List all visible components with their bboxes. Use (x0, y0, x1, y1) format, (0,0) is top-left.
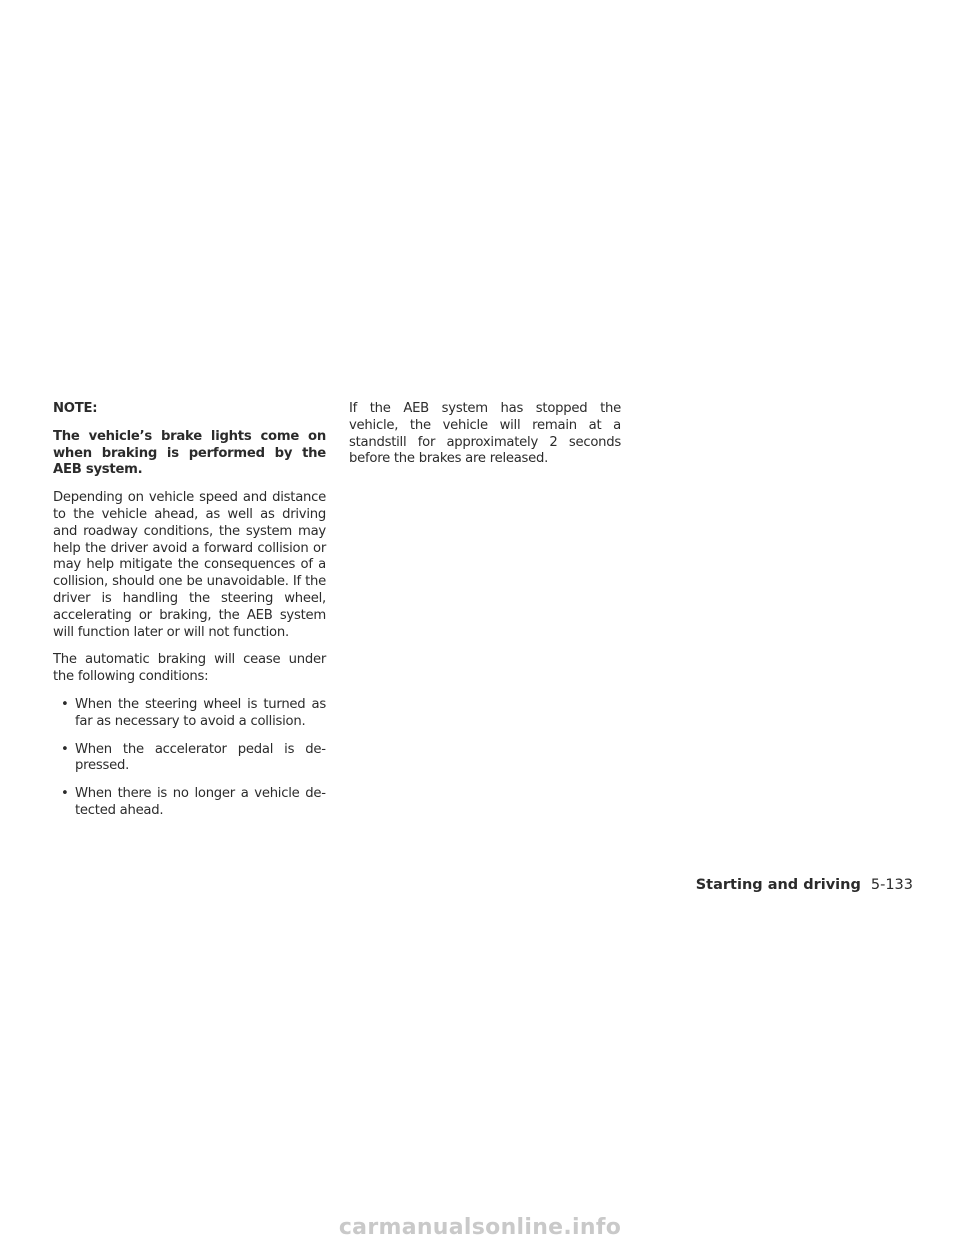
body-paragraph-conditions-intro: The automatic braking will cease under the following conditions: (53, 652, 326, 685)
page-footer (696, 877, 913, 893)
page-number: 5-133 (870, 877, 913, 893)
section-title: Starting and driving (695, 877, 861, 893)
right-column (349, 401, 621, 479)
watermark: carmanualsonline.info (338, 1215, 622, 1240)
list-item (53, 786, 326, 820)
bullet-icon: • (61, 741, 69, 757)
note-heading: NOTE: (53, 401, 98, 416)
body-paragraph-aeb-function: Depending on vehicle speed and distance to the vehicle ahead, as well as driving and roadway conditions, the system may help the driver avoid a forward collision or may help mitigate the consequences of a collision, should one be unavoidable. If the driver is handling the steering wheel, accelerating or braking, the AEB system will function later or will not function. (53, 490, 326, 640)
list-item (53, 742, 326, 776)
body-paragraph-standstill: If the AEB system has stopped the vehicle, the vehicle will remain at a standstill for approximately 2 seconds before the brakes are released. (349, 401, 621, 467)
left-column (53, 401, 326, 831)
list-item (53, 697, 326, 731)
list-item-text: When there is no longer a vehicle detected ahead. (75, 786, 326, 818)
conditions-list (53, 697, 326, 820)
bullet-icon: • (61, 786, 69, 802)
bullet-icon: • (61, 696, 69, 712)
list-item-text: When the steering wheel is turned as far as necessary to avoid a collision. (75, 696, 326, 729)
list-item-text: When the accelerator pedal is depressed. (75, 741, 326, 774)
note-body: The vehicle’s brake lights come on when braking is performed by the AEB system. (53, 428, 326, 478)
